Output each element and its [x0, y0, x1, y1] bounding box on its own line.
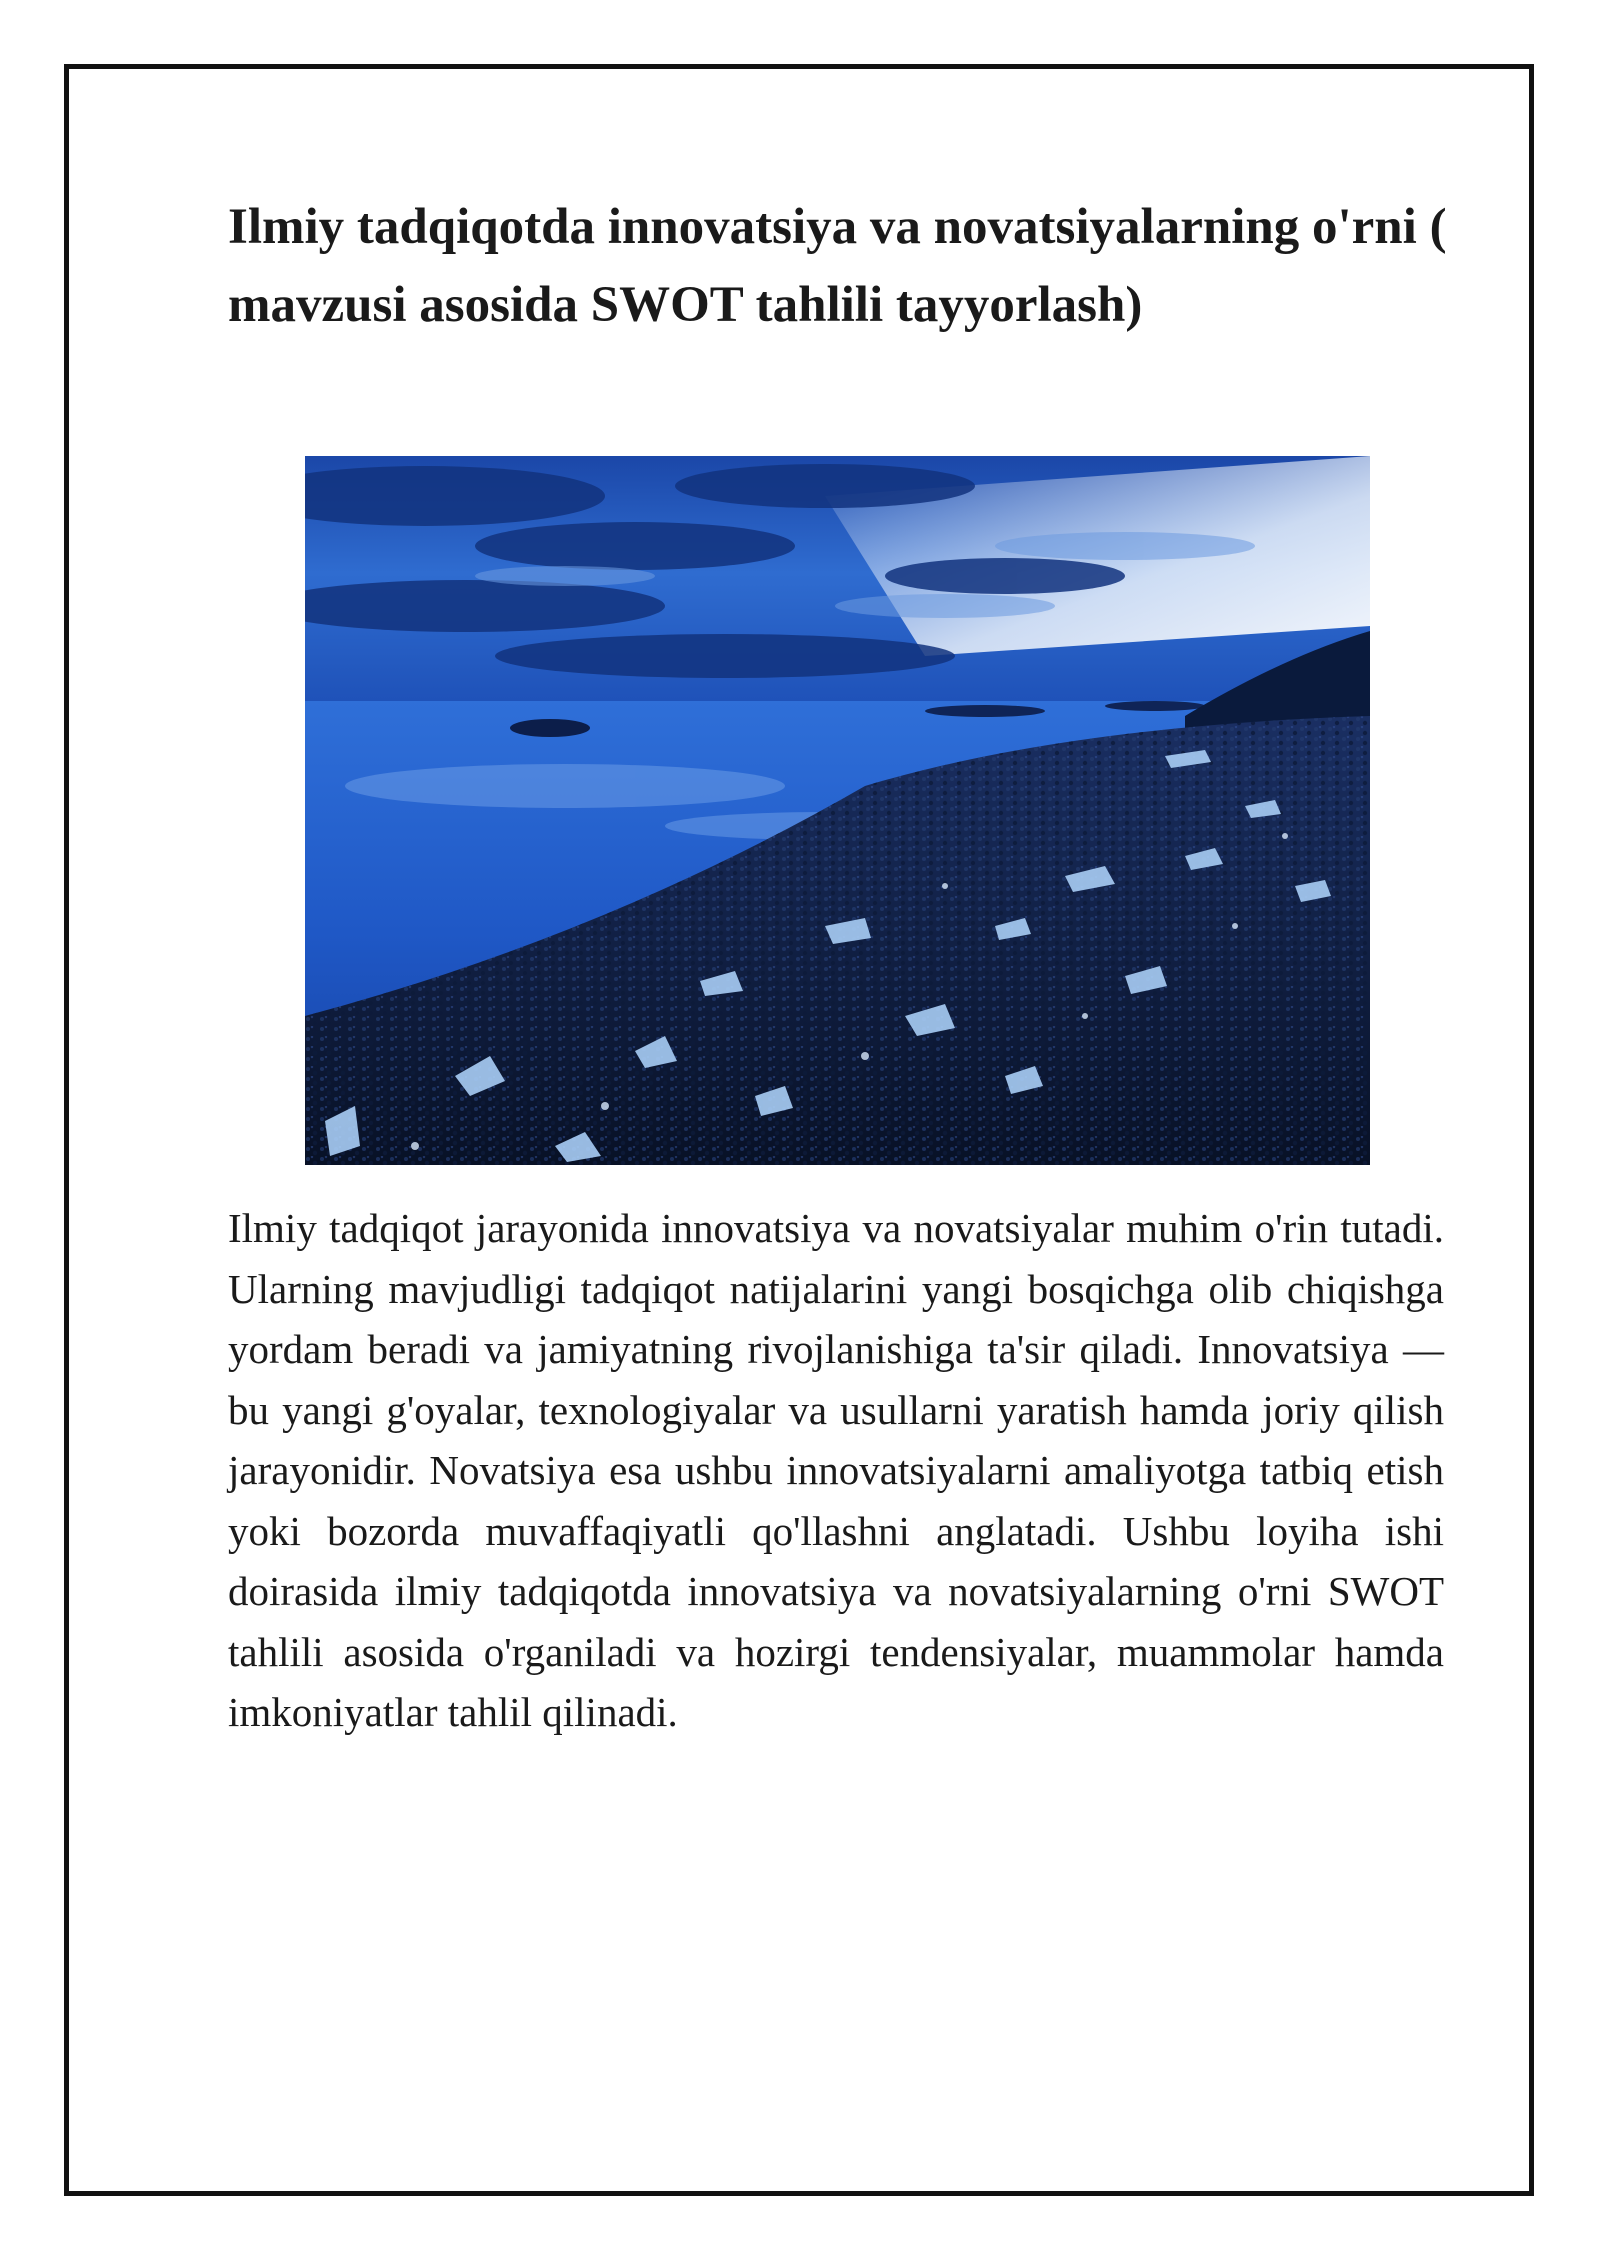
document-title: Ilmiy tadqiqotda innovatsiya va novatsiyalarning o'rni ( mavzusi asosida SWOT tahlili tayyorlash) [228, 199, 1447, 333]
body-paragraph: Ilmiy tadqiqot jarayonida innovatsiya va novatsiyalar muhim o'rin tutadi. Ularning mavjudligi tadqiqot natijalarini yangi bosqichga olib chiqishga yordam beradi va jamiyatning rivojlanishiga ta'sir qiladi. Innovatsiya — bu yangi g'oyalar, texnologiyalar va usullarni yaratish hamda joriy qilish jarayonidir. Novatsiya esa ushbu innovatsiyalarni amaliyotga tatbiq etish yoki bozorda muvaffaqiyatli qo'llashni anglatadi. Ushbu loyiha ishi doirasida ilmiy tadqiqotda innovatsiya va novatsiyalarning o'rni SWOT tahlili asosida o'rganiladi va hozirgi tendensiyalar, muammolar hamda imkoniyatlar tahlil qilinadi. [228, 1205, 1444, 1735]
landscape-photo [305, 456, 1370, 1165]
